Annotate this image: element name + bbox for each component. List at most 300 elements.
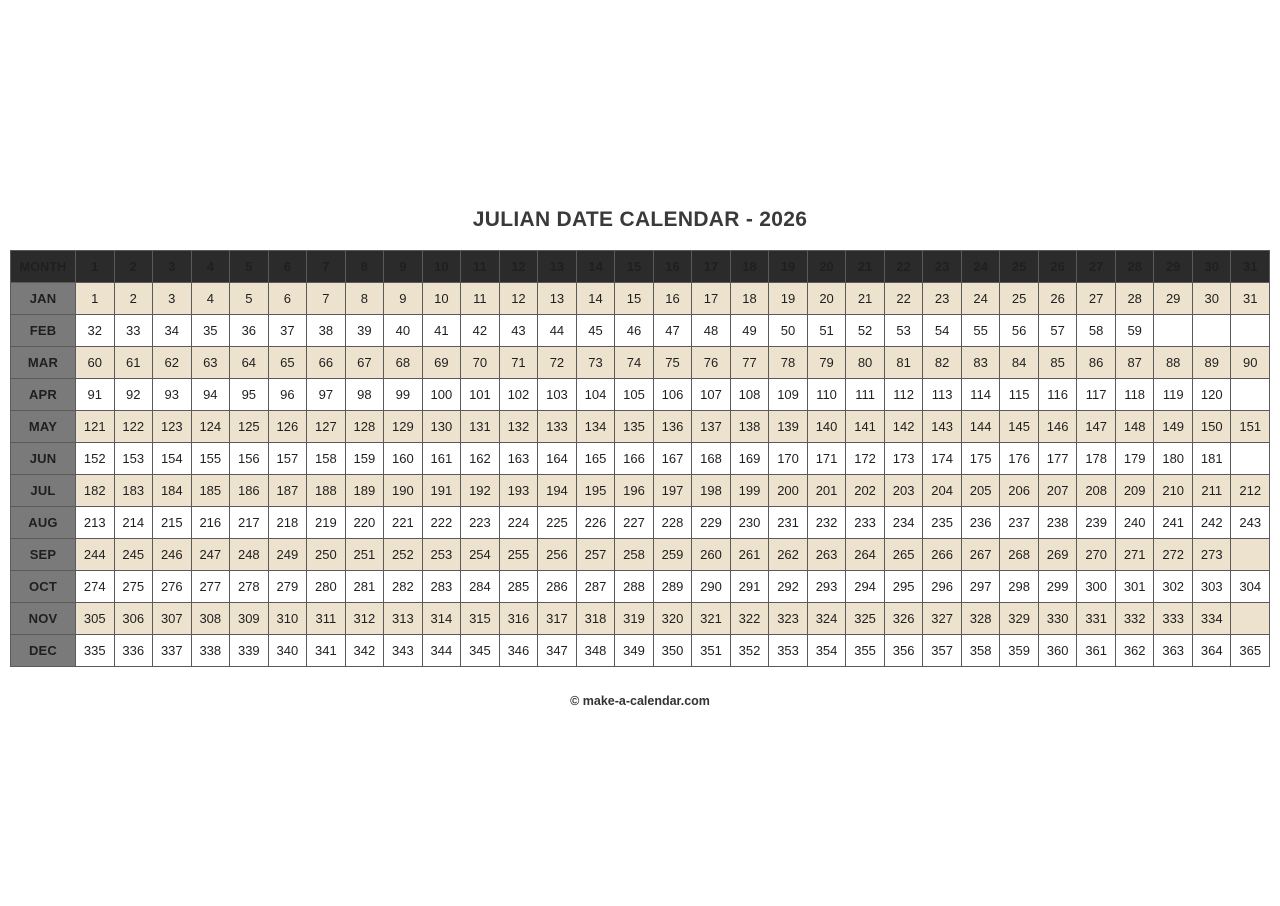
julian-day-cell: 61 [114,347,153,379]
julian-day-cell: 199 [730,475,769,507]
julian-day-cell: 186 [230,475,269,507]
julian-day-cell: 145 [1000,411,1039,443]
julian-day-cell: 181 [1192,443,1231,475]
julian-day-cell: 24 [961,283,1000,315]
julian-day-cell: 153 [114,443,153,475]
julian-day-cell: 107 [692,379,731,411]
julian-day-cell: 302 [1154,571,1193,603]
julian-day-cell: 335 [76,635,115,667]
julian-day-cell: 239 [1077,507,1116,539]
header-day: 25 [1000,251,1039,283]
julian-day-cell: 294 [846,571,885,603]
julian-day-cell: 136 [653,411,692,443]
julian-day-cell: 280 [307,571,346,603]
julian-day-cell: 254 [461,539,500,571]
header-day: 16 [653,251,692,283]
julian-day-cell: 77 [730,347,769,379]
month-label: FEB [11,315,76,347]
julian-day-cell: 150 [1192,411,1231,443]
julian-day-cell: 356 [884,635,923,667]
julian-day-cell: 176 [1000,443,1039,475]
table-row [11,379,1270,411]
julian-day-cell: 183 [114,475,153,507]
julian-day-cell: 329 [1000,603,1039,635]
julian-day-cell: 182 [76,475,115,507]
julian-day-cell: 284 [461,571,500,603]
julian-day-cell: 290 [692,571,731,603]
julian-day-cell: 72 [538,347,577,379]
julian-day-cell: 269 [1038,539,1077,571]
julian-day-cell: 293 [807,571,846,603]
header-day: 30 [1192,251,1231,283]
julian-day-cell: 221 [384,507,423,539]
month-label: MAR [11,347,76,379]
julian-day-cell: 323 [769,603,808,635]
julian-day-cell: 131 [461,411,500,443]
julian-day-cell: 301 [1115,571,1154,603]
julian-day-cell: 66 [307,347,346,379]
julian-day-cell: 83 [961,347,1000,379]
julian-day-cell: 8 [345,283,384,315]
julian-day-cell: 155 [191,443,230,475]
julian-day-cell: 30 [1192,283,1231,315]
julian-day-cell: 359 [1000,635,1039,667]
header-day: 14 [576,251,615,283]
julian-day-cell: 156 [230,443,269,475]
julian-day-cell: 118 [1115,379,1154,411]
julian-day-cell: 92 [114,379,153,411]
julian-day-cell: 128 [345,411,384,443]
calendar-body [11,283,1270,667]
julian-day-cell: 324 [807,603,846,635]
julian-day-cell: 59 [1115,315,1154,347]
julian-day-cell: 305 [76,603,115,635]
julian-day-cell: 51 [807,315,846,347]
julian-day-cell: 194 [538,475,577,507]
julian-day-cell: 235 [923,507,962,539]
table-row [11,315,1270,347]
julian-day-cell: 159 [345,443,384,475]
julian-day-cell: 6 [268,283,307,315]
julian-day-cell: 135 [615,411,654,443]
julian-day-cell: 124 [191,411,230,443]
julian-day-cell: 37 [268,315,307,347]
julian-day-cell: 115 [1000,379,1039,411]
header-day: 3 [153,251,192,283]
julian-day-cell: 208 [1077,475,1116,507]
julian-day-cell: 203 [884,475,923,507]
julian-day-cell: 82 [923,347,962,379]
julian-day-cell: 27 [1077,283,1116,315]
julian-day-cell: 47 [653,315,692,347]
julian-day-cell: 62 [153,347,192,379]
julian-day-cell: 331 [1077,603,1116,635]
julian-day-cell: 287 [576,571,615,603]
julian-day-cell: 330 [1038,603,1077,635]
julian-day-cell: 205 [961,475,1000,507]
julian-day-cell: 296 [923,571,962,603]
header-day: 2 [114,251,153,283]
julian-day-cell: 188 [307,475,346,507]
julian-day-cell: 318 [576,603,615,635]
julian-day-cell: 281 [345,571,384,603]
julian-day-cell: 354 [807,635,846,667]
julian-day-cell: 300 [1077,571,1116,603]
julian-day-cell: 9 [384,283,423,315]
julian-day-cell: 251 [345,539,384,571]
header-day: 18 [730,251,769,283]
julian-day-cell: 96 [268,379,307,411]
julian-day-cell: 258 [615,539,654,571]
julian-day-cell: 344 [422,635,461,667]
header-day: 24 [961,251,1000,283]
table-row [11,475,1270,507]
julian-day-cell: 343 [384,635,423,667]
julian-day-cell: 321 [692,603,731,635]
julian-day-cell: 193 [499,475,538,507]
header-day: 6 [268,251,307,283]
julian-day-cell: 192 [461,475,500,507]
julian-day-cell: 165 [576,443,615,475]
month-label: AUG [11,507,76,539]
julian-day-cell: 197 [653,475,692,507]
julian-day-cell: 21 [846,283,885,315]
header-day: 28 [1115,251,1154,283]
header-day: 12 [499,251,538,283]
julian-day-cell: 137 [692,411,731,443]
julian-day-cell: 342 [345,635,384,667]
julian-day-cell: 7 [307,283,346,315]
julian-day-cell: 101 [461,379,500,411]
julian-day-cell: 247 [191,539,230,571]
julian-day-cell: 158 [307,443,346,475]
julian-day-cell: 142 [884,411,923,443]
julian-day-cell: 249 [268,539,307,571]
julian-day-cell: 103 [538,379,577,411]
julian-day-cell: 220 [345,507,384,539]
julian-day-cell: 298 [1000,571,1039,603]
julian-day-cell: 285 [499,571,538,603]
julian-day-cell [1154,315,1193,347]
julian-day-cell: 127 [307,411,346,443]
julian-day-cell: 234 [884,507,923,539]
julian-day-cell: 74 [615,347,654,379]
month-label: OCT [11,571,76,603]
julian-day-cell: 160 [384,443,423,475]
julian-day-cell: 84 [1000,347,1039,379]
julian-day-cell: 45 [576,315,615,347]
julian-day-cell: 5 [230,283,269,315]
julian-day-cell: 173 [884,443,923,475]
julian-day-cell: 355 [846,635,885,667]
julian-day-cell: 86 [1077,347,1116,379]
julian-day-cell: 212 [1231,475,1270,507]
julian-day-cell: 252 [384,539,423,571]
julian-day-cell: 289 [653,571,692,603]
julian-day-cell: 12 [499,283,538,315]
julian-day-cell: 202 [846,475,885,507]
julian-day-cell: 81 [884,347,923,379]
month-label: SEP [11,539,76,571]
julian-day-cell: 56 [1000,315,1039,347]
julian-day-cell: 65 [268,347,307,379]
julian-day-cell: 334 [1192,603,1231,635]
julian-day-cell: 260 [692,539,731,571]
julian-day-cell: 191 [422,475,461,507]
julian-day-cell: 189 [345,475,384,507]
julian-day-cell: 218 [268,507,307,539]
julian-day-cell: 195 [576,475,615,507]
julian-day-cell: 224 [499,507,538,539]
julian-day-cell: 259 [653,539,692,571]
julian-day-cell: 316 [499,603,538,635]
julian-day-cell: 225 [538,507,577,539]
julian-day-cell: 46 [615,315,654,347]
julian-day-cell: 341 [307,635,346,667]
julian-day-cell: 327 [923,603,962,635]
julian-day-cell: 304 [1231,571,1270,603]
julian-day-cell: 80 [846,347,885,379]
julian-day-cell: 143 [923,411,962,443]
header-day: 29 [1154,251,1193,283]
julian-day-cell: 44 [538,315,577,347]
julian-day-cell: 312 [345,603,384,635]
table-row [11,539,1270,571]
julian-day-cell: 93 [153,379,192,411]
julian-day-cell: 216 [191,507,230,539]
julian-day-cell: 70 [461,347,500,379]
julian-day-cell: 149 [1154,411,1193,443]
header-day: 7 [307,251,346,283]
julian-day-cell: 49 [730,315,769,347]
julian-day-cell: 17 [692,283,731,315]
julian-day-cell: 215 [153,507,192,539]
julian-day-cell: 79 [807,347,846,379]
julian-day-cell: 244 [76,539,115,571]
month-label: APR [11,379,76,411]
julian-day-cell: 240 [1115,507,1154,539]
julian-day-cell: 157 [268,443,307,475]
julian-day-cell: 141 [846,411,885,443]
calendar-table [10,250,1270,667]
month-label: JAN [11,283,76,315]
header-day: 4 [191,251,230,283]
julian-day-cell: 139 [769,411,808,443]
julian-day-cell: 154 [153,443,192,475]
table-row [11,283,1270,315]
julian-day-cell: 361 [1077,635,1116,667]
julian-day-cell: 178 [1077,443,1116,475]
table-row [11,411,1270,443]
table-row [11,507,1270,539]
julian-day-cell: 326 [884,603,923,635]
julian-day-cell: 15 [615,283,654,315]
julian-day-cell: 278 [230,571,269,603]
julian-day-cell: 43 [499,315,538,347]
julian-day-cell: 11 [461,283,500,315]
table-row [11,635,1270,667]
julian-day-cell: 357 [923,635,962,667]
table-row [11,347,1270,379]
julian-day-cell: 347 [538,635,577,667]
julian-day-cell: 98 [345,379,384,411]
julian-day-cell: 23 [923,283,962,315]
month-label: DEC [11,635,76,667]
julian-day-cell: 213 [76,507,115,539]
julian-day-cell: 325 [846,603,885,635]
julian-day-cell: 345 [461,635,500,667]
julian-day-cell: 292 [769,571,808,603]
julian-day-cell: 138 [730,411,769,443]
julian-day-cell: 338 [191,635,230,667]
julian-day-cell: 63 [191,347,230,379]
julian-day-cell: 261 [730,539,769,571]
julian-day-cell: 337 [153,635,192,667]
header-day: 27 [1077,251,1116,283]
julian-day-cell: 288 [615,571,654,603]
julian-day-cell: 237 [1000,507,1039,539]
julian-day-cell: 162 [461,443,500,475]
julian-day-cell: 187 [268,475,307,507]
julian-day-cell: 3 [153,283,192,315]
header-day: 20 [807,251,846,283]
julian-day-cell: 69 [422,347,461,379]
header-day: 11 [461,251,500,283]
julian-day-cell: 351 [692,635,731,667]
julian-day-cell: 274 [76,571,115,603]
julian-day-cell: 320 [653,603,692,635]
header-day: 13 [538,251,577,283]
julian-day-cell: 163 [499,443,538,475]
julian-day-cell: 121 [76,411,115,443]
julian-day-cell: 310 [268,603,307,635]
julian-day-cell: 180 [1154,443,1193,475]
julian-day-cell: 53 [884,315,923,347]
header-day: 22 [884,251,923,283]
header-day: 1 [76,251,115,283]
julian-day-cell: 241 [1154,507,1193,539]
julian-day-cell: 275 [114,571,153,603]
julian-day-cell: 64 [230,347,269,379]
julian-day-cell [1231,315,1270,347]
julian-day-cell: 117 [1077,379,1116,411]
julian-day-cell: 360 [1038,635,1077,667]
julian-day-cell: 120 [1192,379,1231,411]
julian-day-cell: 152 [76,443,115,475]
julian-day-cell: 4 [191,283,230,315]
julian-day-cell: 113 [923,379,962,411]
julian-day-cell: 28 [1115,283,1154,315]
julian-day-cell: 277 [191,571,230,603]
julian-day-cell: 309 [230,603,269,635]
julian-day-cell: 257 [576,539,615,571]
header-row [11,251,1270,283]
julian-day-cell [1231,603,1270,635]
julian-day-cell: 263 [807,539,846,571]
julian-day-cell: 91 [76,379,115,411]
julian-day-cell: 132 [499,411,538,443]
julian-day-cell: 363 [1154,635,1193,667]
header-day: 5 [230,251,269,283]
julian-day-cell: 48 [692,315,731,347]
julian-day-cell: 267 [961,539,1000,571]
julian-day-cell: 41 [422,315,461,347]
julian-day-cell: 133 [538,411,577,443]
julian-day-cell: 339 [230,635,269,667]
julian-day-cell: 232 [807,507,846,539]
julian-day-cell: 94 [191,379,230,411]
header-day: 10 [422,251,461,283]
julian-day-cell: 95 [230,379,269,411]
julian-day-cell: 266 [923,539,962,571]
julian-day-cell: 276 [153,571,192,603]
julian-day-cell: 283 [422,571,461,603]
julian-day-cell: 57 [1038,315,1077,347]
julian-day-cell: 119 [1154,379,1193,411]
header-day: 15 [615,251,654,283]
month-label: JUN [11,443,76,475]
julian-day-cell: 200 [769,475,808,507]
julian-day-cell [1231,379,1270,411]
footer-credit: © make-a-calendar.com [570,694,710,708]
table-row [11,571,1270,603]
julian-day-cell: 317 [538,603,577,635]
julian-day-cell: 282 [384,571,423,603]
header-day: 19 [769,251,808,283]
julian-day-cell: 262 [769,539,808,571]
header-day: 17 [692,251,731,283]
calendar-header [11,251,1270,283]
julian-day-cell: 231 [769,507,808,539]
julian-day-cell: 168 [692,443,731,475]
julian-day-cell: 90 [1231,347,1270,379]
julian-day-cell: 236 [961,507,1000,539]
julian-day-cell: 222 [422,507,461,539]
julian-date-calendar [10,250,1270,667]
julian-day-cell: 242 [1192,507,1231,539]
julian-day-cell: 228 [653,507,692,539]
julian-day-cell: 190 [384,475,423,507]
julian-day-cell: 78 [769,347,808,379]
julian-day-cell: 226 [576,507,615,539]
julian-day-cell: 255 [499,539,538,571]
julian-day-cell: 102 [499,379,538,411]
julian-day-cell: 328 [961,603,1000,635]
header-day: 23 [923,251,962,283]
julian-day-cell: 243 [1231,507,1270,539]
page-title: JULIAN DATE CALENDAR - 2026 [472,208,808,231]
julian-day-cell: 319 [615,603,654,635]
julian-day-cell: 348 [576,635,615,667]
julian-day-cell: 291 [730,571,769,603]
julian-day-cell: 148 [1115,411,1154,443]
julian-day-cell: 123 [153,411,192,443]
header-day: 8 [345,251,384,283]
julian-day-cell: 106 [653,379,692,411]
julian-day-cell: 295 [884,571,923,603]
julian-day-cell: 248 [230,539,269,571]
julian-day-cell: 2 [114,283,153,315]
julian-day-cell: 209 [1115,475,1154,507]
julian-day-cell: 99 [384,379,423,411]
julian-day-cell: 340 [268,635,307,667]
julian-day-cell: 230 [730,507,769,539]
julian-day-cell: 54 [923,315,962,347]
julian-day-cell: 223 [461,507,500,539]
julian-day-cell: 88 [1154,347,1193,379]
julian-day-cell: 75 [653,347,692,379]
julian-day-cell: 315 [461,603,500,635]
